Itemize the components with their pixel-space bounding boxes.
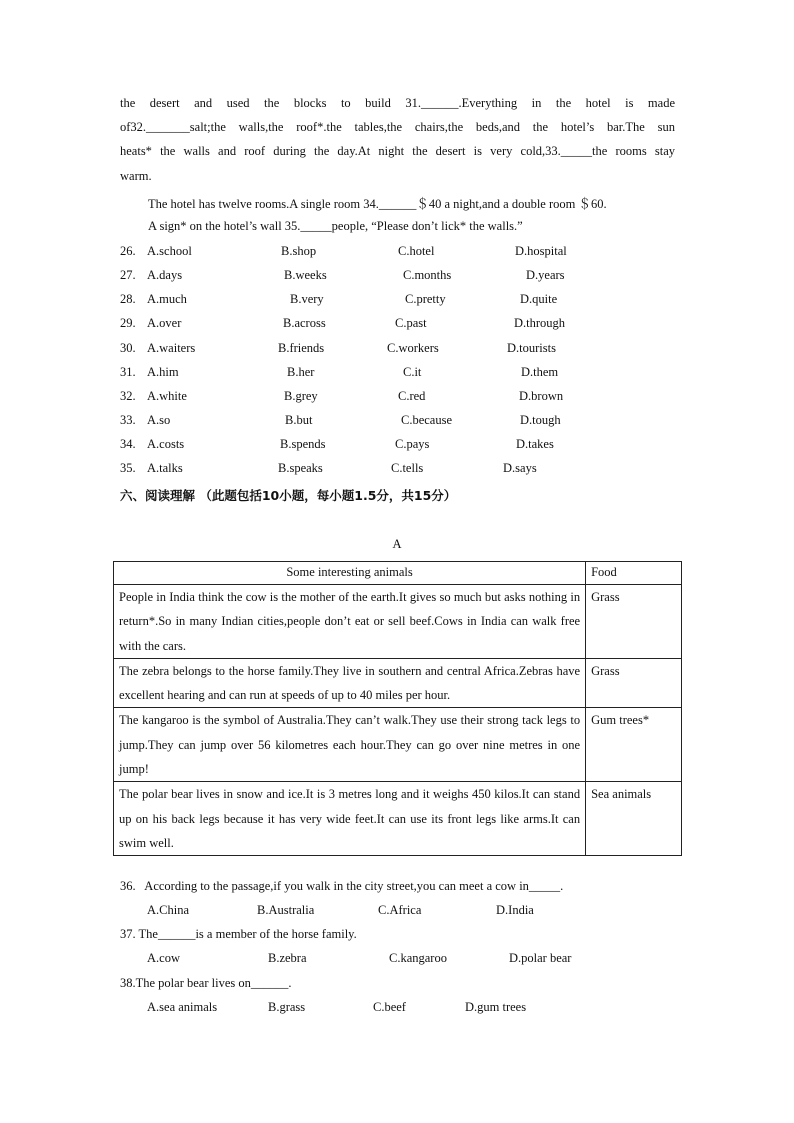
option-row	[120, 365, 680, 385]
option-a: A.cow	[147, 951, 180, 965]
option-row	[120, 244, 680, 264]
option-c: C.red	[398, 389, 426, 403]
option-d: D.tough	[520, 413, 561, 427]
option-b: B.very	[290, 292, 324, 306]
option-c: C.past	[395, 316, 427, 330]
option-d: D.brown	[519, 389, 564, 403]
animal-food: Gum trees*	[586, 708, 682, 782]
option-b: B.across	[283, 316, 326, 330]
passage-line-3: heats* the walls and roof during the day.At night the desert is very cold,33._____the rooms stay	[120, 144, 675, 158]
option-d: D.them	[521, 365, 559, 379]
question-38-stem: 38.The polar bear lives on______.	[120, 976, 292, 990]
question-36-stem: 36. According to the passage,if you walk in the city street,you can meet a cow in_____.	[120, 879, 564, 893]
question-number: 35.	[120, 461, 136, 475]
option-c: C.it	[403, 365, 422, 379]
option-d: D.polar bear	[509, 951, 572, 965]
table-row	[114, 782, 682, 856]
option-b: B.speaks	[278, 461, 323, 475]
option-d: D.gum trees	[465, 1000, 527, 1014]
option-d: D.years	[526, 268, 565, 282]
animal-description: The polar bear lives in snow and ice.It is 3 metres long and it weighs 450 kilos.It can stand up on his back legs because it has very wide feet.It can use its front legs like arms.It can swim well.	[114, 782, 586, 856]
question-36-options	[120, 903, 680, 923]
option-c: C.tells	[391, 461, 424, 475]
option-b: B.her	[287, 365, 315, 379]
option-a: A.waiters	[147, 341, 196, 355]
option-row	[120, 292, 680, 312]
animal-food: Grass	[586, 585, 682, 659]
question-number: 29.	[120, 316, 136, 330]
option-c: C.pretty	[405, 292, 446, 306]
question-37-options	[120, 951, 680, 971]
option-a: A.white	[147, 389, 187, 403]
option-d: D.through	[514, 316, 566, 330]
option-d: D.hospital	[515, 244, 567, 258]
option-c: C.pays	[395, 437, 430, 451]
option-row	[120, 461, 680, 481]
option-d: D.says	[503, 461, 537, 475]
option-row	[120, 268, 680, 288]
animal-description: The kangaroo is the symbol of Australia.They can’t walk.They use their strong tack legs to jump.They can jump over 56 kilometres each hour.They can go over nine metres in one jump!	[114, 708, 586, 782]
question-number: 30.	[120, 341, 136, 355]
table-header-food: Food	[586, 562, 682, 585]
option-a: A.him	[147, 365, 179, 379]
option-a: A.China	[147, 903, 190, 917]
option-c: C.Africa	[378, 903, 422, 917]
passage-line-1: the desert and used the blocks to build 31.______.Everything in the hotel is made	[120, 96, 675, 110]
table-header-description: Some interesting animals	[114, 562, 586, 585]
option-c: C.hotel	[398, 244, 435, 258]
question-number: 31.	[120, 365, 136, 379]
option-a: A.over	[147, 316, 182, 330]
option-c: C.beef	[373, 1000, 406, 1014]
option-b: B.Australia	[257, 903, 315, 917]
option-a: A.so	[147, 413, 171, 427]
section-title: 六、阅读理解 （此题包括10小题，每小题1.5分，共15分）	[120, 488, 457, 503]
option-b: B.weeks	[284, 268, 327, 282]
option-c: C.because	[401, 413, 453, 427]
option-row	[120, 437, 680, 457]
question-38-options	[120, 1000, 680, 1020]
animal-food: Sea animals	[586, 782, 682, 856]
option-d: D.tourists	[507, 341, 556, 355]
animal-food: Grass	[586, 658, 682, 708]
option-b: B.friends	[278, 341, 325, 355]
option-row	[120, 413, 680, 433]
passage-line-5: The hotel has twelve rooms.A single room 34.______＄40 a night,and a double room ＄60.	[148, 197, 607, 211]
question-37-stem: 37. The______is a member of the horse family.	[120, 927, 357, 941]
option-b: B.grass	[268, 1000, 306, 1014]
question-number: 28.	[120, 292, 136, 306]
passage-line-4: warm.	[120, 169, 152, 183]
option-c: C.months	[403, 268, 452, 282]
table-row	[114, 585, 682, 659]
part-label: A	[392, 537, 402, 551]
option-a: A.talks	[147, 461, 183, 475]
passage-line-6: A sign* on the hotel’s wall 35._____people, “Please don’t lick* the walls.”	[148, 219, 523, 233]
option-a: A.school	[147, 244, 192, 258]
option-b: B.grey	[284, 389, 318, 403]
option-a: A.costs	[147, 437, 185, 451]
option-d: D.quite	[520, 292, 558, 306]
option-b: B.spends	[280, 437, 326, 451]
question-number: 27.	[120, 268, 136, 282]
question-number: 33.	[120, 413, 136, 427]
animal-description: The zebra belongs to the horse family.They live in southern and central Africa.Zebras have excellent hearing and can run at speeds of up to 40 miles per hour.	[114, 658, 586, 708]
option-a: A.much	[147, 292, 187, 306]
question-number: 32.	[120, 389, 136, 403]
option-d: D.takes	[516, 437, 554, 451]
table-row	[114, 658, 682, 708]
option-row	[120, 389, 680, 409]
animals-table	[113, 561, 682, 856]
option-c: C.workers	[387, 341, 439, 355]
question-number: 26.	[120, 244, 136, 258]
question-number: 34.	[120, 437, 136, 451]
table-header-row	[114, 562, 682, 585]
option-b: B.but	[285, 413, 313, 427]
option-b: B.shop	[281, 244, 317, 258]
option-row	[120, 341, 680, 361]
option-c: C.kangaroo	[389, 951, 447, 965]
table-row	[114, 708, 682, 782]
option-a: A.sea animals	[147, 1000, 218, 1014]
option-b: B.zebra	[268, 951, 307, 965]
option-d: D.India	[496, 903, 534, 917]
passage-line-2: of32._______salt;the walls,the roof*.the tables,the chairs,the beds,and the hotel’s bar.The sun	[120, 120, 675, 134]
option-row	[120, 316, 680, 336]
animal-description: People in India think the cow is the mother of the earth.It gives so much but asks nothing in return*.So in many Indian cities,people don’t eat or sell beef.Cows in India can walk free with the cars.	[114, 585, 586, 659]
option-a: A.days	[147, 268, 183, 282]
